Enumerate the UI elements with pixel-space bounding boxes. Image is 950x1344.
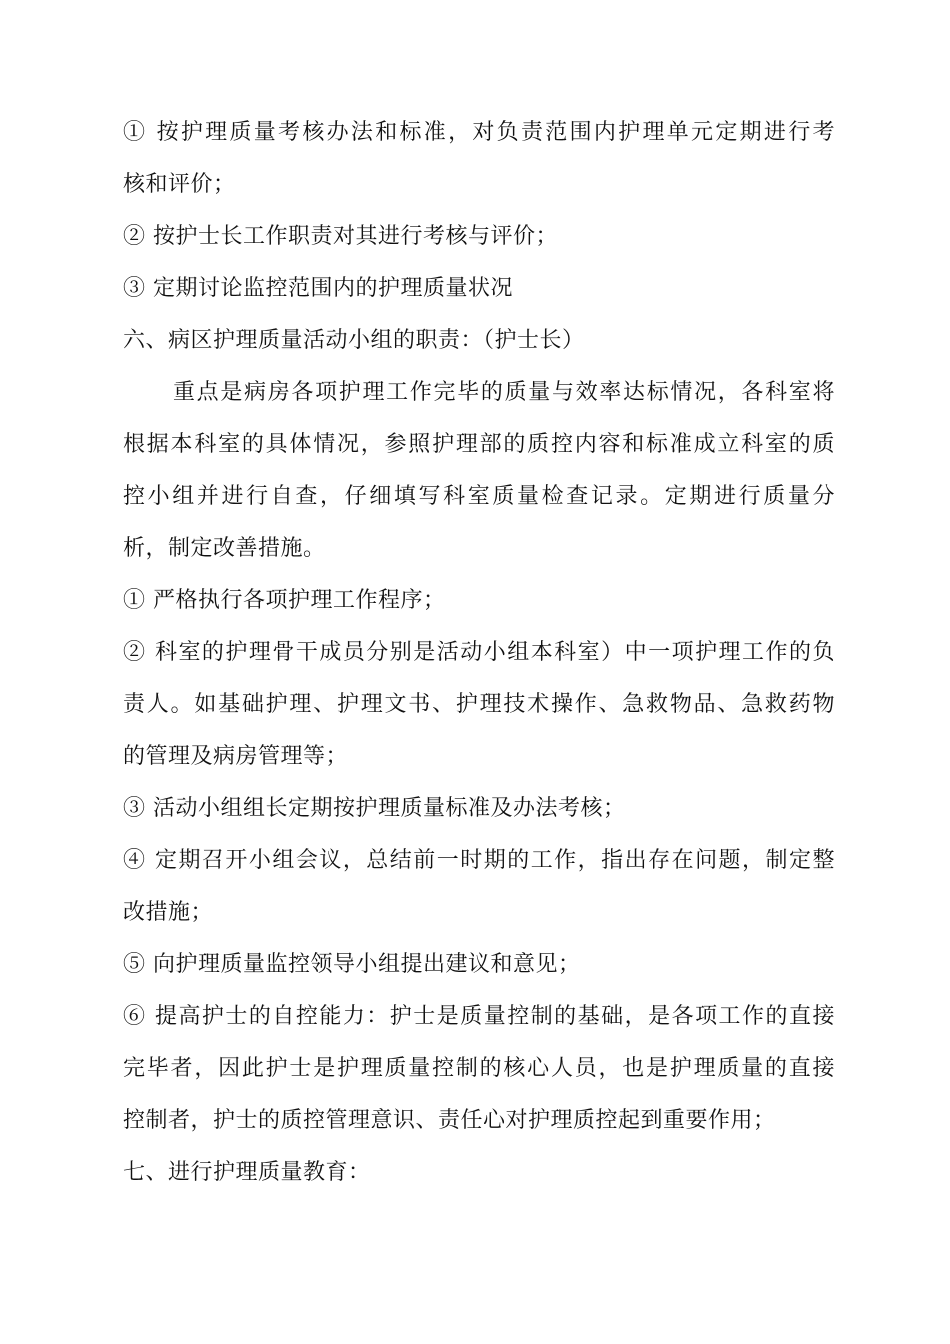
section-heading-7: 七、进行护理质量教育： [123, 1160, 371, 1185]
list-item-b1: ① 严格执行各项护理工作程序； [123, 588, 446, 613]
paragraph-line-1: 重点是病房各项护理工作完毕的质量与效率达标情况，各科室将 [173, 380, 835, 405]
list-item-1-cont: 核和评价； [123, 172, 236, 197]
list-item-b2-cont-1: 责人。如基础护理、护理文书、护理技术操作、急救物品、急救药物 [123, 692, 835, 717]
document-body [123, 107, 835, 1199]
list-item-b4-cont: 改措施； [123, 900, 214, 925]
list-item-b6: ⑥ 提高护士的自控能力：护士是质量控制的基础，是各项工作的直接 [123, 1004, 835, 1029]
list-item-3: ③ 定期讨论监控范围内的护理质量状况 [123, 276, 513, 301]
list-item-b3: ③ 活动小组组长定期按护理质量标准及办法考核； [123, 796, 626, 821]
list-item-b6-cont-1: 完毕者，因此护士是护理质量控制的核心人员，也是护理质量的直接 [123, 1056, 835, 1081]
list-item-b2-cont-2: 的管理及病房管理等； [123, 744, 349, 769]
list-item-2: ② 按护士长工作职责对其进行考核与评价； [123, 224, 558, 249]
section-heading-6: 六、病区护理质量活动小组的职责：（护士长） [123, 328, 585, 353]
list-item-b5: ⑤ 向护理质量监控领导小组提出建议和意见； [123, 952, 581, 977]
list-item-b6-cont-2: 控制者，护士的质控管理意识、责任心对护理质控起到重要作用； [123, 1108, 776, 1133]
paragraph-line-2: 根据本科室的具体情况，参照护理部的质控内容和标准成立科室的质 [123, 432, 835, 457]
list-item-b2: ② 科室的护理骨干成员分别是活动小组本科室）中一项护理工作的负 [123, 640, 835, 665]
paragraph-line-3: 控小组并进行自查，仔细填写科室质量检查记录。定期进行质量分 [123, 484, 835, 509]
list-item-1: ① 按护理质量考核办法和标准，对负责范围内护理单元定期进行考 [123, 120, 835, 145]
paragraph-line-4: 析，制定改善措施。 [123, 536, 326, 561]
list-item-b4: ④ 定期召开小组会议，总结前一时期的工作，指出存在问题，制定整 [123, 848, 835, 873]
